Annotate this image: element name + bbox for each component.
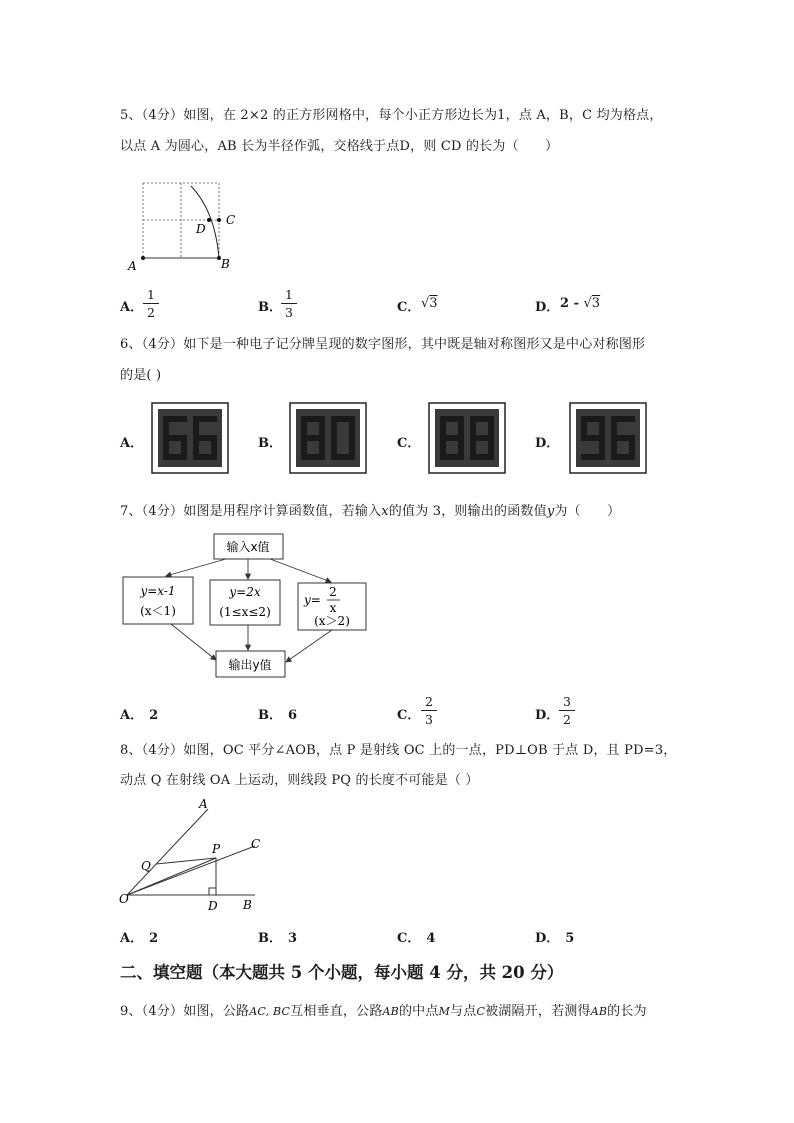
q7-stem: 7、（4分）如图是用程序计算函数值，若输入x的值为 3，则输出的函数值y为（ ） xyxy=(120,504,621,519)
q8-angle-figure xyxy=(115,795,265,915)
q5-label-d: D xyxy=(196,222,206,236)
q8-option-b[interactable]: B． 3 xyxy=(258,931,298,946)
scoreboard-segment-6-c xyxy=(211,435,217,460)
q8-option-a[interactable]: A． 2 xyxy=(120,931,159,946)
q7-mid-condition: (1≤x≤2) xyxy=(219,605,271,619)
q5-option-c-sqrt: √3 xyxy=(421,296,438,311)
q5-option-d-label[interactable]: D． xyxy=(535,300,560,315)
scoreboard-segment-6-c xyxy=(181,435,187,460)
scoreboard-segment-8-g xyxy=(301,435,325,441)
q5-stem-line1: 5、（4分）如图，在 2×2 的正方形网格中，每个小正方形边长为1，点 A，B，C 均为格点， xyxy=(120,108,663,123)
q7-right-prefix: y= xyxy=(304,593,321,607)
q5-option-c-label[interactable]: C． xyxy=(397,300,421,315)
scoreboard-segment-9-g xyxy=(581,435,605,441)
q8-label-b: B xyxy=(243,898,252,912)
q6-stem-line2: 的是( ) xyxy=(120,368,162,383)
q7-option-d-label[interactable]: D． xyxy=(535,708,560,723)
q7-mid-formula: y=2x xyxy=(229,585,261,599)
q8-label-o: O xyxy=(119,892,129,906)
q9-stem: 9、（4分）如图，公路AC, BC互相垂直，公路AB的中点M与点C被湖隔开，若测得AB的长为 xyxy=(120,1004,647,1019)
scoreboard-segment-0-f xyxy=(331,416,337,441)
scoreboard-segment-6-c xyxy=(629,435,635,460)
q8-stem-line1: 8、（4分）如图，OC 平分∠AOB，点 P 是射线 OC 上的一点，PD⊥OB 于点 D，且 PD=3， xyxy=(120,743,677,758)
q5-label-a: A xyxy=(128,259,137,273)
q5-option-a-label[interactable]: A． xyxy=(120,300,144,315)
q7-option-c-fraction: 2 3 xyxy=(421,694,437,727)
q8-label-c: C xyxy=(251,837,261,851)
q6-option-a-label[interactable]: A． xyxy=(120,436,144,451)
scoreboard-segment-8-g xyxy=(470,435,494,441)
q6-stem-line1: 6、（4分）如下是一种电子记分牌呈现的数字图形，其中既是轴对称图形又是中心对称图形 xyxy=(120,337,646,352)
scoreboard-segment-9-d xyxy=(581,454,605,460)
q5-stem-line2: 以点 A 为圆心，AB 长为半径作弧，交格线于点D，则 CD 的长为（ ） xyxy=(120,139,559,154)
q7-option-a[interactable]: A． 2 xyxy=(120,708,159,723)
q5-label-c: C xyxy=(226,213,236,227)
q6-option-d-label[interactable]: D． xyxy=(535,436,560,451)
q6-option-b-label[interactable]: B． xyxy=(258,436,282,451)
q8-label-q: Q xyxy=(141,859,151,873)
q5-option-a-fraction: 1 2 xyxy=(143,287,159,320)
q7-right-numerator: 2 xyxy=(329,585,337,599)
q7-option-c-label[interactable]: C． xyxy=(397,708,421,723)
q5-option-b-fraction: 1 3 xyxy=(281,287,297,320)
q7-flowchart xyxy=(118,532,373,680)
q7-left-formula: y=x-1 xyxy=(140,584,176,598)
q6-option-c-label[interactable]: C． xyxy=(397,436,421,451)
q7-option-d-fraction: 3 2 xyxy=(559,694,575,727)
q5-option-b-label[interactable]: B． xyxy=(258,300,282,315)
q5-option-d-value: 2 - √3 xyxy=(560,296,601,311)
q8-option-d[interactable]: D． 5 xyxy=(535,931,575,946)
q7-input-box: 输入x值 xyxy=(226,540,270,554)
q6-scoreboard-figures xyxy=(0,0,794,500)
q8-label-a: A xyxy=(199,797,208,811)
q7-output-box: 输出y值 xyxy=(228,658,272,672)
q8-label-p: P xyxy=(212,842,221,856)
q7-option-b[interactable]: B． 6 xyxy=(258,708,298,723)
q7-right-denominator: x xyxy=(329,601,337,615)
section2-heading: 二、填空题（本大题共 5 个小题，每小题 4 分，共 20 分） xyxy=(120,963,564,982)
q8-option-c[interactable]: C． 4 xyxy=(397,931,436,946)
q8-label-d: D xyxy=(208,899,218,913)
q7-left-condition: (x＜1) xyxy=(140,604,176,618)
q8-stem-line2: 动点 Q 在射线 OA 上运动，则线段 PQ 的长度不可能是（ ） xyxy=(120,773,479,788)
scoreboard-segment-8-g xyxy=(440,435,464,441)
q5-label-b: B xyxy=(221,257,230,271)
q7-right-condition: (x＞2) xyxy=(314,614,350,628)
